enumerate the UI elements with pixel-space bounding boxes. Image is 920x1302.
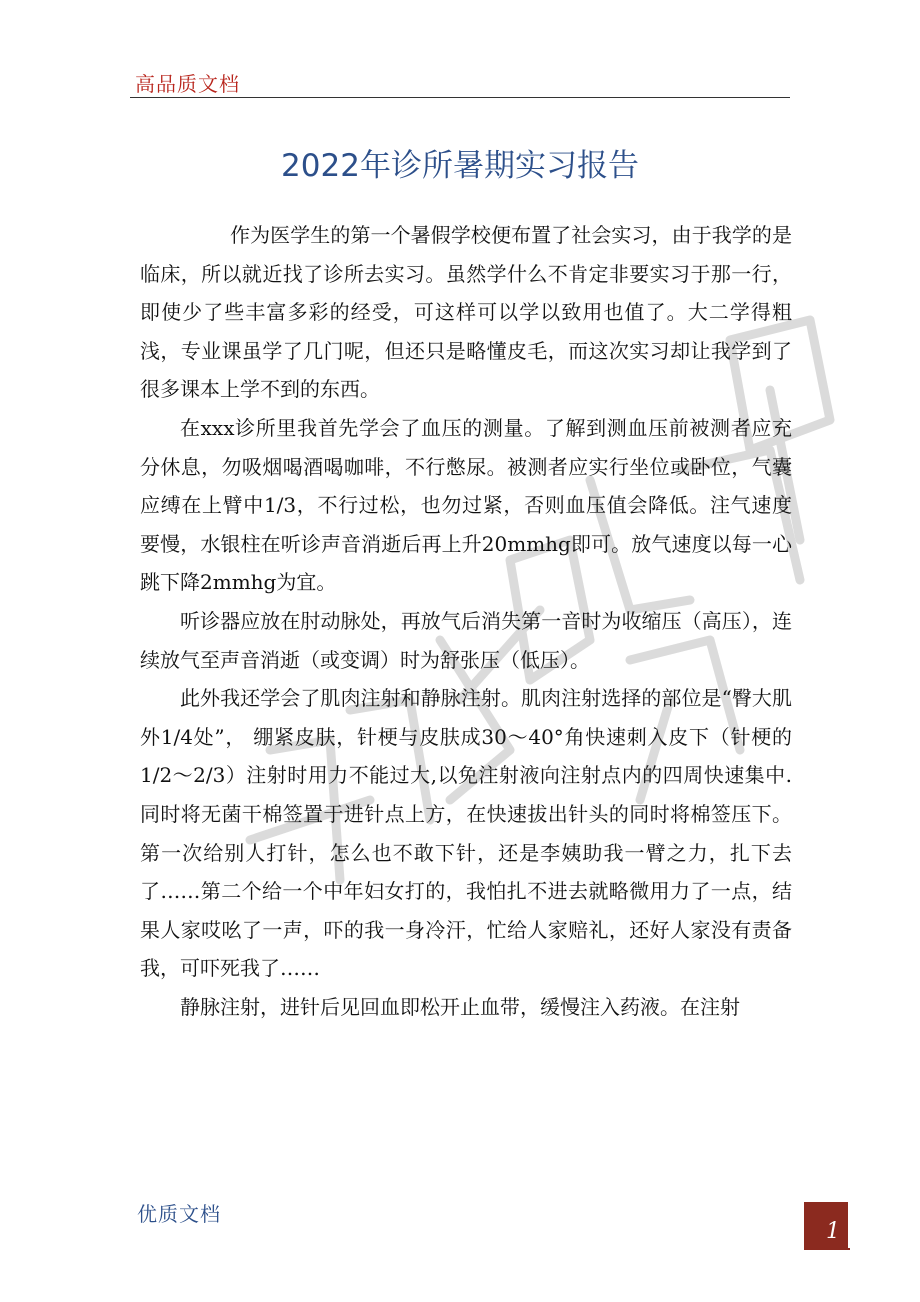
footer-label: 优质文档 — [137, 1202, 221, 1226]
document-body — [140, 216, 792, 1026]
header-divider — [130, 97, 790, 98]
footer-divider — [804, 1248, 850, 1250]
paragraph: 此外我还学会了肌肉注射和静脉注射。肌肉注射选择的部位是“臀大肌外1/4处”， 绷紧皮肤，针梗与皮肤成30～40°角快速刺入皮下（针梗的1/2～2/3）注射时用力不能过大,以免注射液向注射点内的四周快速集中. 同时将无菌干棉签置于进针点上方，在快速拔出针头的同时将棉签压下。第一次给别人打针，怎么也不敢下针，还是李姨助我一臂之力，扎下去了……第二个给一个中年妇女打的，我怕扎不进去就略微用力了一点，结果人家哎吆了一声，吓的我一身冷汗，忙给人家赔礼，还好人家没有责备我，可吓死我了…… — [140, 686, 792, 981]
page-number-badge — [804, 1202, 848, 1248]
paragraph: 在xxx诊所里我首先学会了血压的测量。了解到测血压前被测者应充分休息，勿吸烟喝酒喝咖啡，不行憋尿。被测者应实行坐位或卧位，气囊应缚在上臂中1/3，不行过松，也勿过紧，否则血压值会降低。注气速度要慢，水银柱在听诊声音消逝后再上升20mmhg即可。放气速度以每一心跳下降2mmhg为宜。 — [140, 415, 792, 595]
page-number: 1 — [826, 1219, 840, 1244]
paragraph: 静脉注射，进针后见回血即松开止血带，缓慢注入药液。在注射 — [180, 994, 740, 1019]
document-title: 2022年诊所暑期实习报告 — [281, 148, 639, 184]
paragraph: 听诊器应放在肘动脉处，再放气后消失第一音时为收缩压（高压），连续放气至声音消逝（或变调）时为舒张压（低压）。 — [140, 608, 792, 672]
header-label: 高品质文档 — [135, 72, 240, 96]
paragraph: 作为医学生的第一个暑假学校便布置了社会实习，由于我学的是临床，所以就近找了诊所去实习。虽然学什么不肯定非要实习于那一行，即使少了些丰富多彩的经受，可这样可以学以致用也值了。大二学得粗浅，专业课虽学了几门呢，但还只是略懂皮毛，而这次实习却让我学到了很多课本上学不到的东西。 — [140, 223, 792, 402]
